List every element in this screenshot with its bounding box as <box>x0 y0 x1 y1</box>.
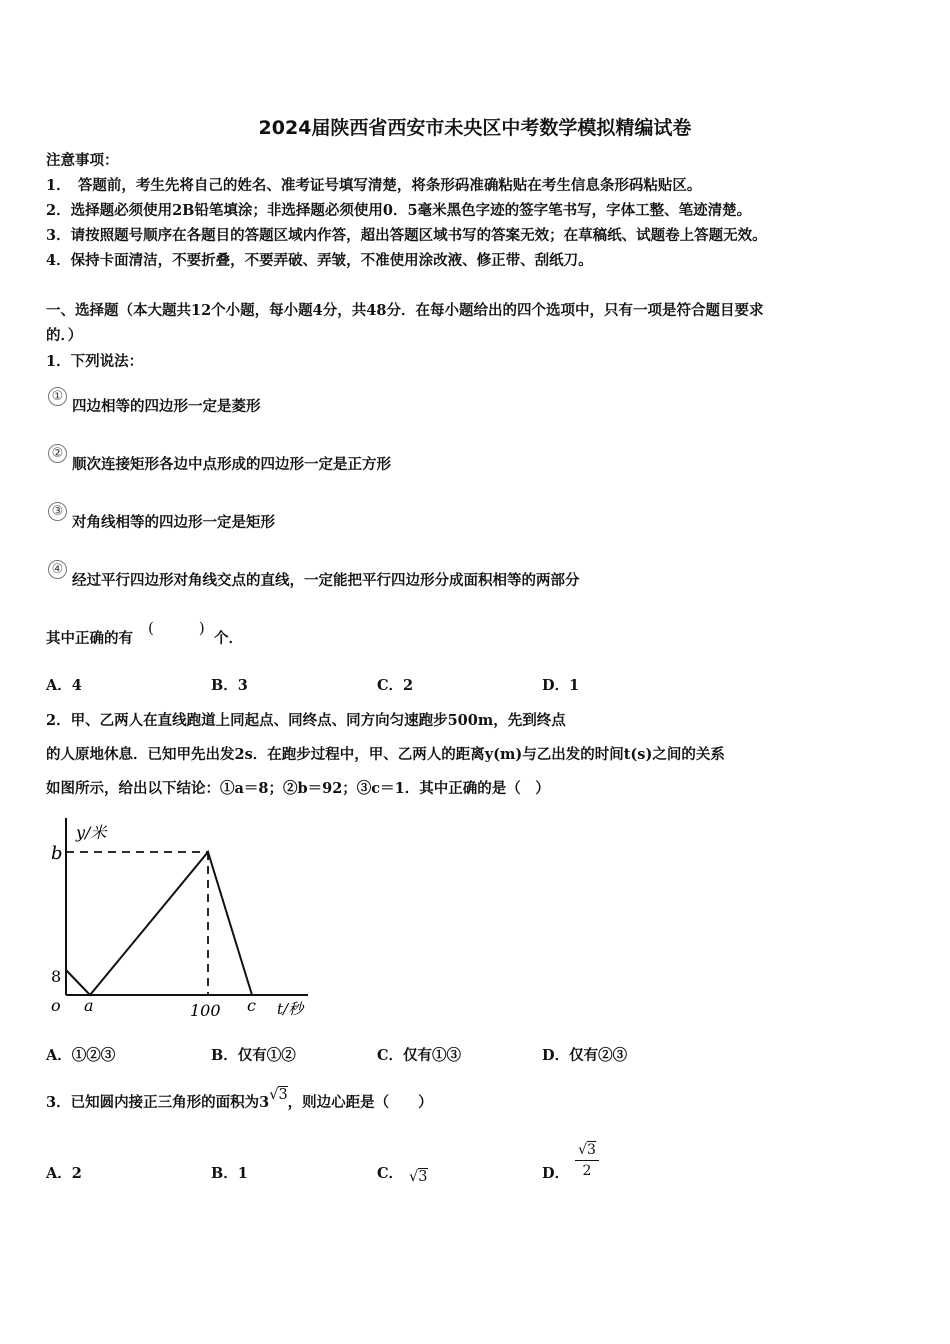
statement-marker: ④ <box>48 560 67 579</box>
note-item: 3．请按照题号顺序在各题目的答题区域内作答，超出答题区域书写的答案无效；在草稿纸、试题卷上答题无效。 <box>46 227 767 244</box>
statement-marker: ② <box>48 444 67 463</box>
note-item: 1． 答题前，考生先将自己的姓名、准考证号填写清楚，将条形码准确粘贴在考生信息条形码粘贴区。 <box>46 177 702 194</box>
q1-ask-end: 个． <box>214 630 243 647</box>
sqrt-symbol: √3 <box>269 1087 288 1103</box>
option-a: A．2 <box>46 1165 82 1182</box>
option-c: C．仅有①③ <box>377 1047 462 1064</box>
fraction-denominator: 2 <box>582 1163 592 1179</box>
fraction-numerator: √3 <box>578 1142 596 1158</box>
section-heading-cont: 的．） <box>46 327 83 344</box>
hundred-label: 100 <box>190 1001 221 1020</box>
sqrt-symbol: √3 <box>409 1169 428 1185</box>
note-item: 4．保持卡面清洁，不要折叠，不要弄破、弄皱，不准使用涂改液、修正带、刮纸刀。 <box>46 252 593 269</box>
b-label: b <box>51 843 63 864</box>
q3-stem-after: ，则边心距是（ ） <box>287 1094 433 1111</box>
fraction-bar <box>575 1160 599 1161</box>
fraction <box>572 1142 602 1179</box>
distance-time-graph <box>40 812 330 1027</box>
sqrt-argument: 3 <box>587 1142 596 1158</box>
option-b: B．3 <box>211 677 248 694</box>
q1-ask: 其中正确的有 <box>46 630 133 647</box>
statement-text: 对角线相等的四边形一定是矩形 <box>72 514 275 531</box>
q2-stem-line: 如图所示，给出以下结论：①a＝8；②b＝92；③c＝1．其中正确的是（ ） <box>46 780 550 797</box>
option-a: A．①②③ <box>46 1047 116 1064</box>
c-label: c <box>247 996 256 1015</box>
statement-marker: ① <box>48 387 67 406</box>
statement-text: 顺次连接矩形各边中点形成的四边形一定是正方形 <box>72 456 391 473</box>
eight-label: 8 <box>51 967 62 986</box>
option-c <box>377 1164 428 1184</box>
notes-heading: 注意事项： <box>46 152 119 169</box>
option-b: B．1 <box>211 1165 248 1182</box>
option-a: A．4 <box>46 677 82 694</box>
answer-blank: ( ) <box>148 619 205 637</box>
a-label: a <box>84 996 94 1015</box>
y-axis-label: y/米 <box>76 823 107 842</box>
section-heading: 一、选择题（本大题共12个小题，每小题4分，共48分．在每小题给出的四个选项中，只有一项是符合题目要求 <box>46 302 764 319</box>
option-c: C．2 <box>377 677 414 694</box>
q2-stem-line: 2．甲、乙两人在直线跑道上同起点、同终点、同方向匀速跑步500m，先到终点 <box>46 712 566 729</box>
option-b: B．仅有①② <box>211 1047 296 1064</box>
sqrt-argument: 3 <box>278 1087 288 1103</box>
statement-text: 经过平行四边形对角线交点的直线，一定能把平行四边形分成面积相等的两部分 <box>72 572 580 589</box>
statement-text: 四边相等的四边形一定是菱形 <box>72 398 261 415</box>
origin-label: o <box>51 996 61 1015</box>
option-c-label: C． <box>377 1165 404 1182</box>
q3-stem-before: 3．已知圆内接正三角形的面积为3 <box>46 1094 270 1111</box>
note-item: 2．选择题必须使用2B铅笔填涂；非选择题必须使用0．5毫米黑色字迹的签字笔书写，字体工整、笔迹清楚。 <box>46 202 752 219</box>
q2-stem-line: 的人原地休息．已知甲先出发2s．在跑步过程中，甲、乙两人的距离y(m)与乙出发的时间t(s)之间的关系 <box>46 746 725 763</box>
option-d-label: D． <box>542 1165 570 1182</box>
statement-marker: ③ <box>48 502 67 521</box>
sqrt-argument: 3 <box>418 1169 428 1185</box>
option-d: D．1 <box>542 677 580 694</box>
page-title: 2024届陕西省西安市未央区中考数学模拟精编试卷 <box>258 117 692 139</box>
q3-stem <box>46 1087 433 1113</box>
q1-stem: 1．下列说法： <box>46 353 144 370</box>
distance-curve <box>66 852 252 995</box>
x-axis-label: t/秒 <box>277 1000 304 1018</box>
option-d: D．仅有②③ <box>542 1047 628 1064</box>
